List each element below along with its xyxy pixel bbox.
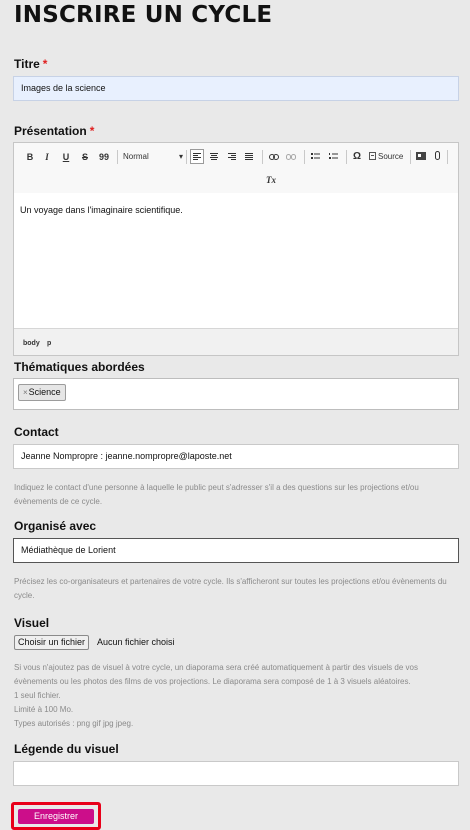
contact-input[interactable]: Jeanne Nompropre : jeanne.nompropre@laposte.net <box>13 444 459 469</box>
visuel-help-types: Types autorisés : png gif jpg jpeg. <box>14 719 134 728</box>
save-button[interactable]: Enregistrer <box>18 809 94 824</box>
required-mark: * <box>42 57 48 71</box>
organise-help: Précisez les co-organisateurs et partenaires de votre cycle. Ils s'afficheront sur toutes les projections et/ou évènements du cycle. <box>14 577 447 600</box>
omega-icon[interactable]: Ω <box>352 151 362 162</box>
tag-remove-icon[interactable]: × <box>23 388 28 397</box>
presentation-editor <box>13 142 459 356</box>
contact-label: Contact <box>14 425 59 439</box>
strike-button[interactable]: S <box>81 152 88 162</box>
editor-toolbar <box>14 143 458 194</box>
toolbar-separator <box>262 150 263 164</box>
underline-button[interactable]: U <box>62 152 70 162</box>
bulleted-list-icon[interactable] <box>308 150 322 164</box>
visuel-label: Visuel <box>14 616 50 630</box>
remove-format-label: Tx <box>266 175 276 185</box>
editor-statusbar <box>14 328 458 355</box>
attachment-icon[interactable] <box>432 150 442 164</box>
toolbar-separator <box>346 150 347 164</box>
file-status: Aucun fichier choisi <box>97 637 175 647</box>
legende-label: Légende du visuel <box>14 742 119 756</box>
path-p[interactable]: p <box>47 340 52 347</box>
source-button[interactable]: Source <box>378 152 404 161</box>
source-icon[interactable] <box>366 150 378 164</box>
thematiques-label: Thématiques abordées <box>14 360 145 374</box>
tag-science[interactable] <box>18 384 66 401</box>
toolbar-separator <box>304 150 305 164</box>
format-select-value: Normal <box>123 152 149 161</box>
choose-file-button[interactable]: Choisir un fichier <box>14 635 89 650</box>
remove-format-icon[interactable] <box>264 173 278 187</box>
toolbar-separator <box>447 150 448 164</box>
quote-button[interactable]: 99 <box>98 152 109 162</box>
italic-button[interactable]: I <box>45 152 49 162</box>
unlink-icon[interactable] <box>284 150 298 164</box>
visuel-help: Si vous n'ajoutez pas de visuel à votre cycle, un diaporama sera créé automatiquement à partir des visuels de vos évènements ou les photos des films de vos projections. Le diaporama sera composé de 1 à 3 visuels aléatoires. <box>14 663 418 686</box>
editor-content[interactable]: Un voyage dans l'imaginaire scientifique. <box>14 193 458 329</box>
organise-label: Organisé avec <box>14 519 97 533</box>
align-right-icon[interactable] <box>225 150 239 164</box>
presentation-label-text: Présentation <box>14 124 87 138</box>
presentation-label <box>14 124 94 138</box>
chevron-down-icon: ▾ <box>178 152 183 161</box>
toolbar-separator <box>410 150 411 164</box>
thematiques-tags-input[interactable] <box>13 378 459 410</box>
organise-input[interactable]: Médiathèque de Lorient <box>13 538 459 563</box>
titre-input[interactable]: Images de la science <box>13 76 459 101</box>
numbered-list-icon[interactable] <box>326 150 340 164</box>
align-justify-icon[interactable] <box>242 150 256 164</box>
required-mark: * <box>89 124 95 138</box>
format-select[interactable] <box>123 150 183 164</box>
align-center-icon[interactable] <box>207 150 221 164</box>
link-icon[interactable] <box>267 150 281 164</box>
legende-input[interactable] <box>13 761 459 786</box>
visuel-help-size: Limité à 100 Mo. <box>14 705 74 714</box>
contact-help: Indiquez le contact d'une personne à laquelle le public peut s'adresser s'il a des questions sur les projections et/ou évènements de ce cycle. <box>14 483 419 506</box>
save-button-highlight <box>11 802 101 830</box>
path-body[interactable]: body <box>23 340 40 347</box>
titre-label-text: Titre <box>14 57 40 71</box>
bold-button[interactable]: B <box>26 152 34 162</box>
titre-label <box>14 57 47 71</box>
image-icon[interactable] <box>414 150 428 164</box>
toolbar-separator <box>186 150 187 164</box>
tag-label: Science <box>28 387 61 397</box>
page-title: INSCRIRE UN CYCLE <box>14 2 273 28</box>
align-left-icon[interactable] <box>190 149 204 164</box>
visuel-help-count: 1 seul fichier. <box>14 691 61 700</box>
toolbar-separator <box>117 150 118 164</box>
